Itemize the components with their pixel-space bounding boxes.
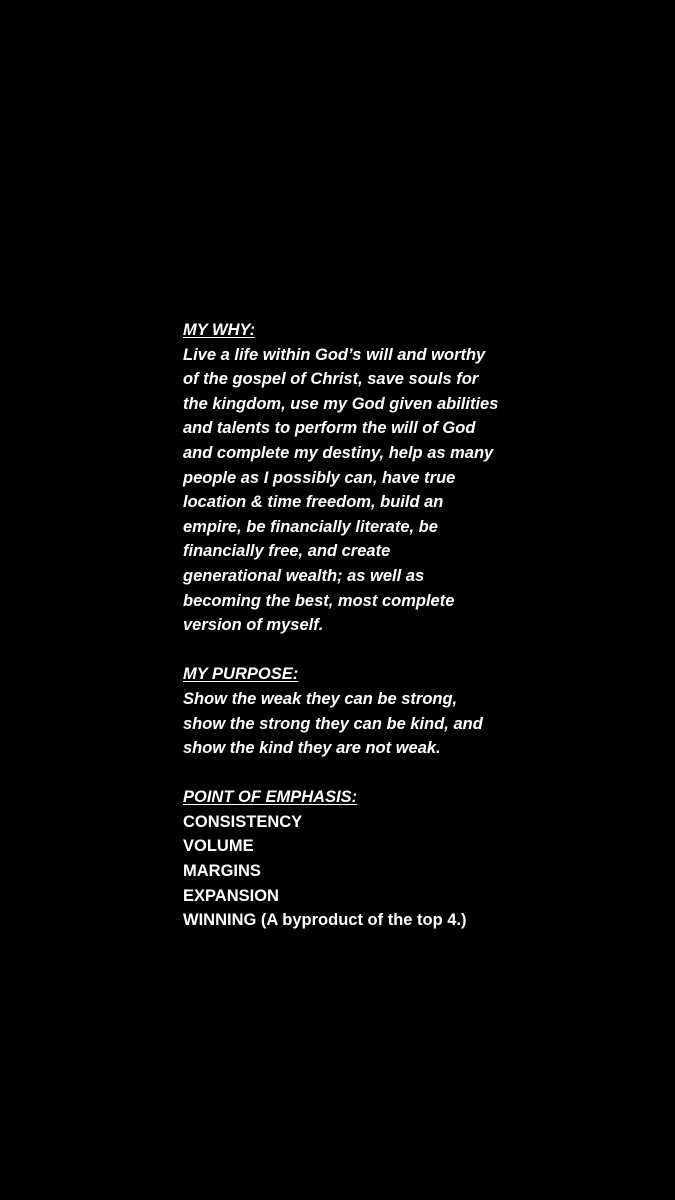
purpose-line: show the strong they can be kind, and	[183, 714, 483, 733]
why-line: and talents to perform the will of God	[183, 419, 476, 438]
emphasis-section	[183, 785, 653, 933]
why-line: Live a life within God’s will and worthy	[183, 345, 486, 364]
emphasis-heading: POINT OF EMPHASIS:	[183, 788, 358, 807]
section-spacer	[183, 761, 653, 786]
why-line: people as I possibly can, have true	[183, 468, 456, 487]
purpose-section	[183, 662, 653, 760]
why-heading: MY WHY:	[183, 321, 256, 339]
emphasis-item: VOLUME	[183, 837, 254, 856]
emphasis-item: EXPANSION	[183, 886, 279, 905]
purpose-heading: MY PURPOSE:	[183, 665, 299, 684]
purpose-line: show the kind they are not weak.	[183, 739, 441, 758]
why-line: empire, be financially literate, be	[183, 517, 438, 536]
section-spacer	[183, 638, 653, 663]
why-section	[183, 318, 653, 638]
emphasis-item: CONSISTENCY	[183, 812, 303, 831]
story-text-block	[183, 318, 653, 933]
why-line: the kingdom, use my God given abilities	[183, 394, 499, 413]
emphasis-item: WINNING (A byproduct of the top 4.)	[183, 911, 467, 930]
why-line: and complete my destiny, help as many	[183, 443, 494, 462]
why-line: location & time freedom, build an	[183, 493, 444, 512]
why-line: version of myself.	[183, 616, 324, 635]
why-line: generational wealth; as well as	[183, 566, 425, 585]
why-line: becoming the best, most complete	[183, 591, 455, 610]
why-line: financially free, and create	[183, 542, 391, 561]
purpose-line: Show the weak they can be strong,	[183, 689, 458, 708]
why-line: of the gospel of Christ, save souls for	[183, 370, 479, 389]
emphasis-item: MARGINS	[183, 862, 261, 881]
